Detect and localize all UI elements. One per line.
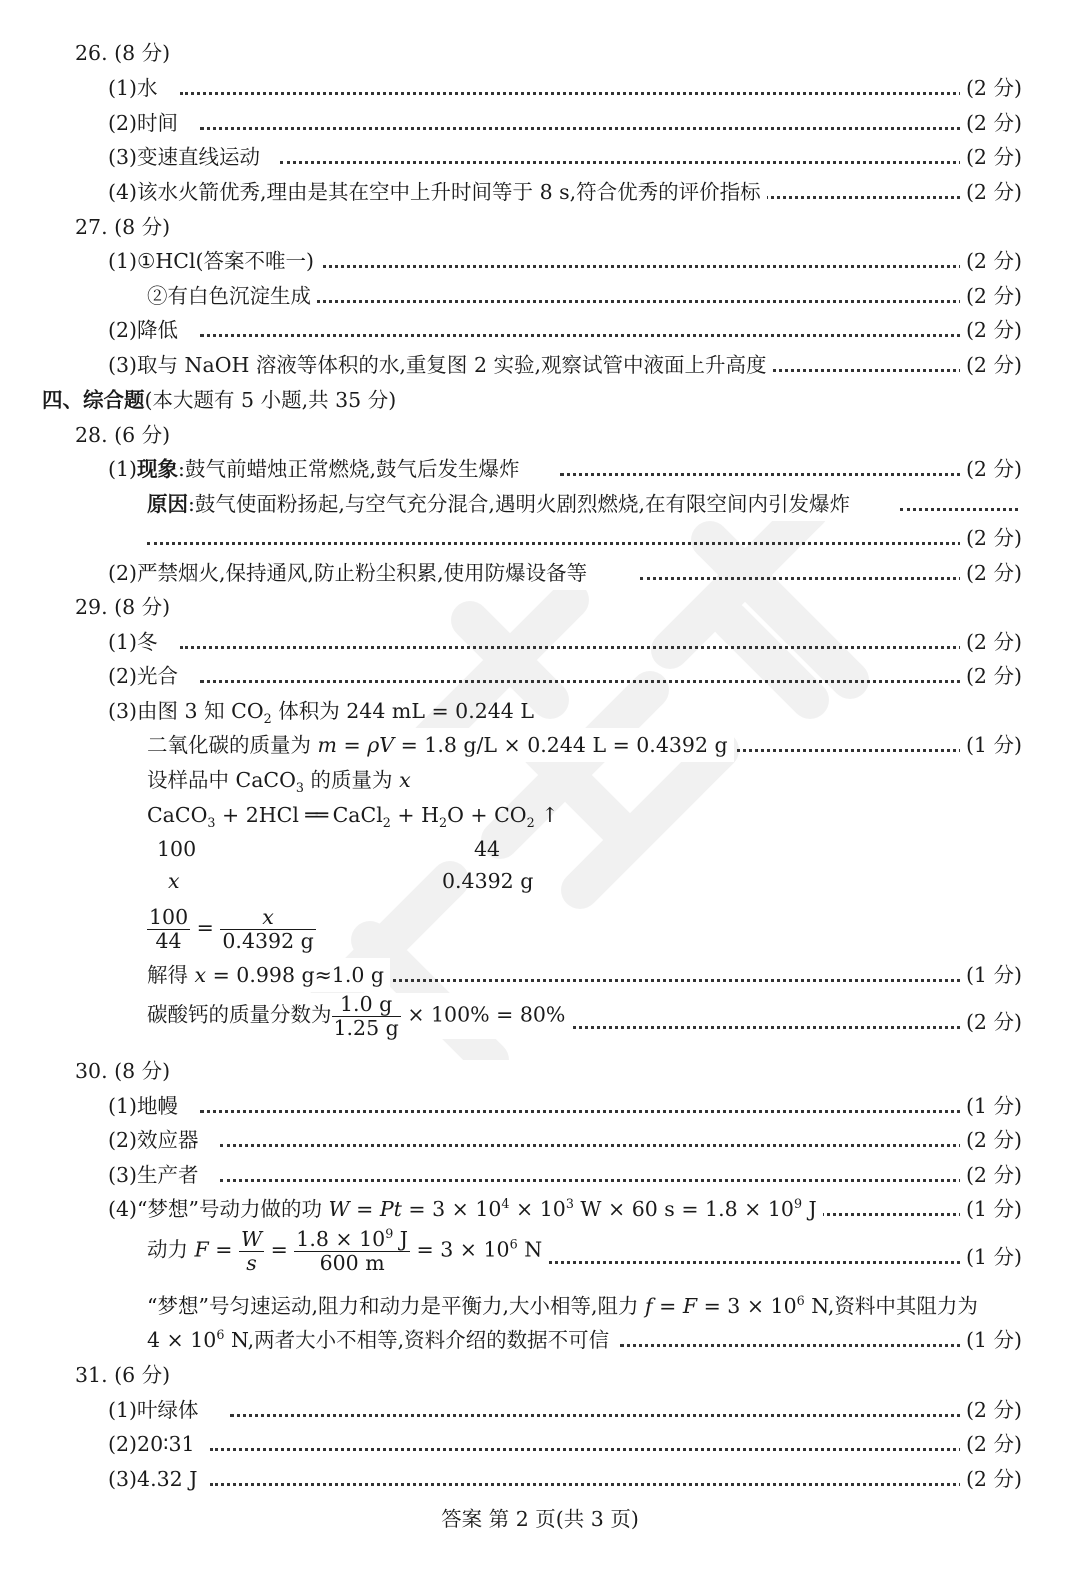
q29-co2-mass: 二氧化碳的质量为 m = ρV = 1.8 g/L × 0.244 L = 0.4392 g (1 分) bbox=[0, 728, 1080, 762]
q31-header: 31. (6 分) bbox=[75, 1363, 171, 1387]
q30-item-2: (2)效应器 (2 分) bbox=[0, 1123, 1080, 1157]
q29-proportion: $\frac{100}{44}$ = $\frac{x}{0.4392 g}$ bbox=[149, 905, 314, 953]
q29-item-3-intro: (3)由图 3 知 $CO_2$ 体积为 244 mL = 0.244 L bbox=[108, 699, 534, 727]
q29-solve: 解得 x = 0.998 g≈1.0 g (1 分) bbox=[0, 958, 1080, 992]
q27-item-4: (3)取与 NaOH 溶液等体积的水,重复图 2 实验,观察试管中液面上升高度 (2 分) bbox=[0, 348, 1080, 382]
q29-ratio-x: x bbox=[168, 869, 180, 893]
q27-item-1: (1)①HCl(答案不唯一) (2 分) bbox=[0, 244, 1080, 278]
q29-header: 29. (8 分) bbox=[75, 595, 171, 619]
q29-equation: CaCO$_3$ + 2HCl ══ CaCl$_2$ + $H_2O + CO_2$ ↑ bbox=[147, 803, 559, 831]
q28-header: 28. (6 分) bbox=[75, 423, 171, 447]
q26-header: 26. (8 分) bbox=[75, 41, 171, 65]
q27-header: 27. (8 分) bbox=[75, 215, 171, 239]
q29-ratio-val: 0.4392 g bbox=[442, 869, 534, 893]
q30-explanation-2: $4 \times 10^6$ N,两者大小不相等,资料介绍的数据不可信 (1 分) bbox=[0, 1323, 1080, 1357]
q26-item-2: (2)时间 (2 分) bbox=[0, 106, 1080, 140]
q27-item-3: (2)降低 (2 分) bbox=[0, 313, 1080, 347]
q30-force: 动力 F = $\frac{W}{s}$ = $\frac{1.8 \times 10^9 J}{600 m}$ = $3 \times 10^6$ N (1 分) bbox=[147, 1226, 1022, 1275]
q30-item-3: (3)生产者 (2 分) bbox=[0, 1158, 1080, 1192]
q30-header: 30. (8 分) bbox=[75, 1059, 171, 1083]
q29-ratio-44: 44 bbox=[474, 837, 501, 861]
q26-item-1: (1)水 (2 分) bbox=[0, 71, 1080, 105]
q28-item-2: (2)严禁烟火,保持通风,防止粉尘积累,使用防爆设备等 (2 分) bbox=[0, 556, 1080, 590]
q26-item-3: (3)变速直线运动 (2 分) bbox=[0, 140, 1080, 174]
q30-item-1: (1)地幔 (1 分) bbox=[0, 1089, 1080, 1123]
q28-reason-score: (2 分) bbox=[0, 521, 1080, 555]
q30-explanation-1: “梦想”号匀速运动,阻力和动力是平衡力,大小相等,阻力 $f = F = 3 \times 10^6$ N,资料中其阻力为 bbox=[147, 1293, 978, 1318]
q28-phenomenon: (1)现象:鼓气前蜡烛正常燃烧,鼓气后发生爆炸 (2 分) bbox=[0, 452, 1080, 486]
q31-item-3: (3)4.32 J (2 分) bbox=[0, 1462, 1080, 1496]
q29-let: 设样品中 CaCO$_3$ 的质量为 x bbox=[147, 768, 411, 796]
q30-item-4: (4)“梦想”号动力做的功 $W = Pt = 3 \times 10^4 \times 10^3$ W × 60 $s = 1.8 \times 10^9$ J (1 分) bbox=[0, 1192, 1080, 1226]
q26-item-4: (4)该水火箭优秀,理由是其在空中上升时间等于 8 s,符合优秀的评价指标 (2 分) bbox=[0, 175, 1080, 209]
q27-item-2: ②有白色沉淀生成 (2 分) bbox=[0, 279, 1080, 313]
q28-reason: 原因:鼓气使面粉扬起,与空气充分混合,遇明火剧烈燃烧,在有限空间内引发爆炸 bbox=[0, 487, 1080, 521]
section-4-title: 四、综合题(本大题有 5 小题,共 35 分) bbox=[42, 388, 397, 412]
q31-item-1: (1)叶绿体 (2 分) bbox=[0, 1393, 1080, 1427]
q29-item-2: (2)光合 (2 分) bbox=[0, 659, 1080, 693]
q29-percent: 碳酸钙的质量分数为 $\frac{1.0 g}{1.25 g}$ × 100% = 80% (2 分) bbox=[147, 992, 1022, 1040]
q29-ratio-100: 100 bbox=[157, 837, 197, 861]
q29-item-1: (1)冬 (2 分) bbox=[0, 625, 1080, 659]
page-footer: 答案 第 2 页(共 3 页) bbox=[441, 1507, 639, 1531]
q31-item-2: (2)20∶31 (2 分) bbox=[0, 1427, 1080, 1461]
